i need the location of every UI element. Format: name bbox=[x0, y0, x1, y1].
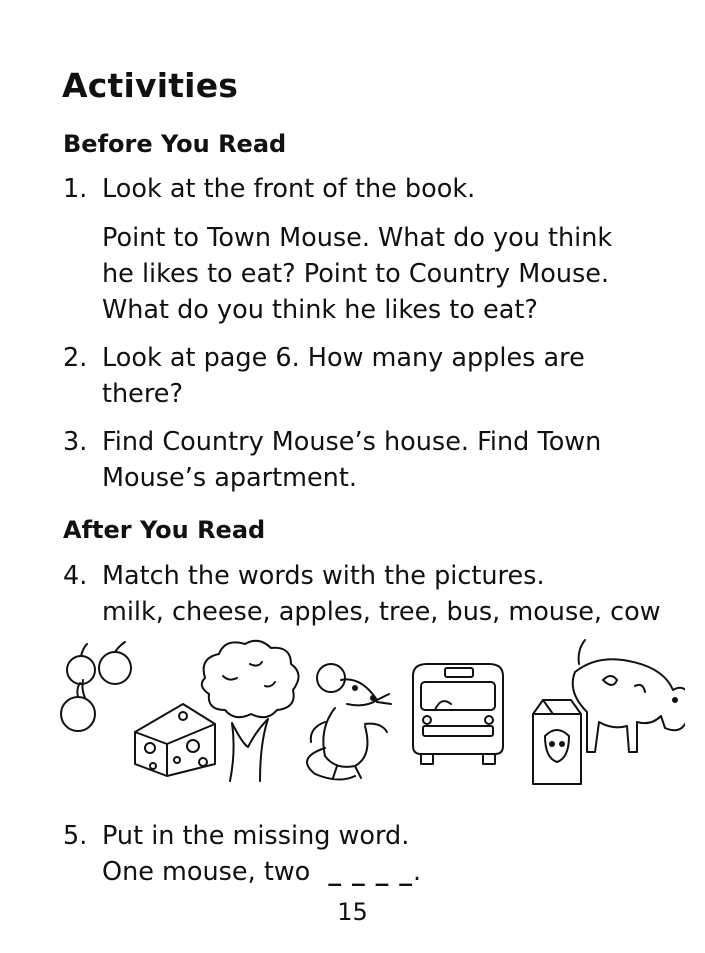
item-1b-line-1: Point to Town Mouse. What do you think bbox=[102, 223, 613, 253]
item-3-line-2: Mouse’s apartment. bbox=[102, 463, 357, 493]
item-number-1: 1. bbox=[63, 174, 88, 204]
item-number-2: 2. bbox=[63, 343, 88, 373]
item-5-period: . bbox=[413, 857, 422, 887]
item-1b-line-3: What do you think he likes to eat? bbox=[102, 295, 538, 325]
item-3-line-1: Find Country Mouse’s house. Find Town bbox=[102, 427, 602, 457]
cheese-picture bbox=[135, 704, 215, 776]
item-number-3: 3. bbox=[63, 427, 88, 457]
item-2-line-1: Look at page 6. How many apples are bbox=[102, 343, 585, 373]
item-2-line-2: there? bbox=[102, 379, 183, 409]
apples-picture bbox=[61, 642, 131, 731]
section-heading-after-you-read: After You Read bbox=[63, 516, 266, 544]
item-number-5: 5. bbox=[63, 821, 88, 851]
item-number-4: 4. bbox=[63, 561, 88, 591]
missing-word-blank: _ _ _ _ bbox=[328, 857, 414, 887]
item-5-text: One mouse, two bbox=[102, 857, 311, 887]
item-1b-line-2: he likes to eat? Point to Country Mouse. bbox=[102, 259, 610, 289]
mouse-picture bbox=[307, 664, 391, 780]
item-5-line-1: Put in the missing word. bbox=[102, 821, 410, 851]
page-number: 15 bbox=[337, 898, 368, 926]
item-1-line-1: Look at the front of the book. bbox=[102, 174, 476, 204]
tree-picture bbox=[202, 641, 299, 781]
page-title: Activities bbox=[62, 66, 239, 105]
item-4-line-1: Match the words with the pictures. bbox=[102, 561, 545, 591]
pictures-strip bbox=[55, 636, 685, 786]
item-4-line-2: milk, cheese, apples, tree, bus, mouse, cow bbox=[102, 597, 661, 627]
milk-picture bbox=[533, 700, 581, 784]
item-5-line-2 bbox=[102, 854, 421, 891]
bus-picture bbox=[413, 664, 503, 764]
section-heading-before-you-read: Before You Read bbox=[63, 130, 287, 158]
cow-picture bbox=[573, 640, 685, 752]
